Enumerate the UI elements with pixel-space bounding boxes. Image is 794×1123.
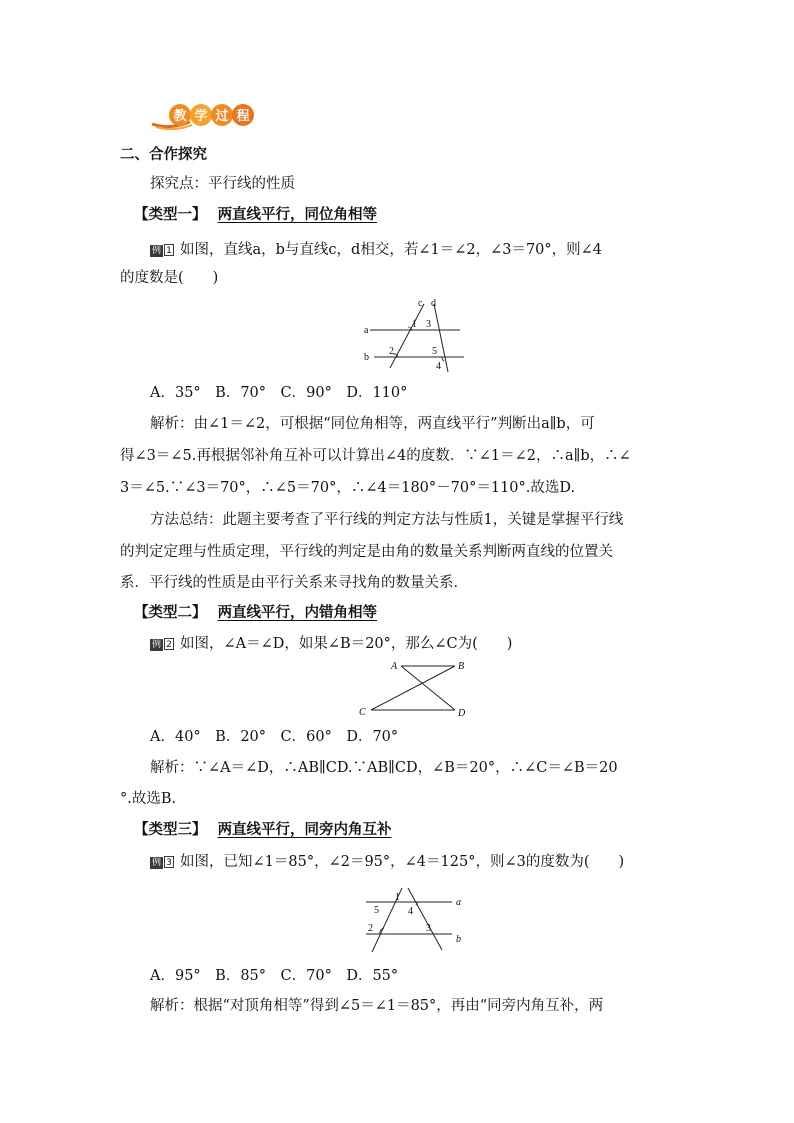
label-angle-2: 2 xyxy=(389,346,394,357)
type1-bracket: 【类型一】 xyxy=(134,207,207,223)
label-angle-1: 1 xyxy=(395,892,400,903)
example1-question-text: 如图，直线a，b与直线c，d相交，若∠1＝∠2，∠3＝70°，则∠4 xyxy=(180,242,603,258)
example-number: 3 xyxy=(164,856,174,868)
example3-question xyxy=(150,852,624,872)
badge-char: 教 xyxy=(173,109,187,124)
transversal-right xyxy=(408,888,442,950)
example2-analysis-line1: 解析：∵∠A＝∠D，∴AB∥CD.∵AB∥CD，∠B＝20°，∴∠C＝∠B＝20 xyxy=(150,760,618,776)
example3-analysis-line1: 解析：根据“对顶角相等”得到∠5＝∠1＝85°，再由“同旁内角互补，两 xyxy=(150,998,604,1014)
type3-heading xyxy=(134,820,392,840)
label-B: B xyxy=(458,661,465,672)
example1-question-line2: 的度数是( ) xyxy=(120,270,219,286)
label-angle-1: 1 xyxy=(412,319,417,330)
label-c: c xyxy=(418,298,423,309)
line-c xyxy=(390,304,424,368)
badge-char: 程 xyxy=(236,109,250,124)
section-title: 二、合作探究 xyxy=(120,147,207,163)
label-b: b xyxy=(364,352,369,363)
type1-heading xyxy=(134,205,377,225)
figure-1 xyxy=(360,296,470,376)
example2-options: A．40° B．20° C．60° D．70° xyxy=(150,729,399,745)
type2-title: 两直线平行，内错角相等 xyxy=(217,605,378,621)
type2-heading xyxy=(134,603,377,623)
example-tag: 例 xyxy=(151,858,161,868)
badge-char: 过 xyxy=(215,109,229,124)
example1-analysis-line2: 得∠3＝∠5.再根据邻补角互补可以计算出∠4的度数．∵∠1＝∠2，∴a∥b，∴∠ xyxy=(120,448,631,464)
example2-question xyxy=(150,634,512,654)
example1-analysis-line3: 3＝∠5.∵∠3＝70°，∴∠5＝70°，∴∠4＝180°－70°＝110°.故选D. xyxy=(120,480,576,496)
example1-options: A．35° B．70° C．90° D．110° xyxy=(150,385,408,401)
label-d: d xyxy=(431,298,436,309)
example3-question-text: 如图，已知∠1＝85°，∠2＝95°，∠4＝125°，则∠3的度数为( ) xyxy=(180,854,625,870)
example-number: 2 xyxy=(164,638,174,650)
example2-analysis-line2: °.故选B. xyxy=(120,791,177,807)
type1-title: 两直线平行，同位角相等 xyxy=(217,207,378,223)
label-angle-4: 4 xyxy=(436,361,441,372)
type3-bracket: 【类型三】 xyxy=(134,822,207,838)
example1-summary-line1: 方法总结：此题主要考查了平行线的判定方法与性质1，关键是掌握平行线 xyxy=(150,512,624,528)
label-a: a xyxy=(364,325,369,336)
badge-char: 学 xyxy=(194,109,208,124)
segment-bc xyxy=(371,666,455,710)
type2-bracket: 【类型二】 xyxy=(134,605,207,621)
example2-question-text: 如图，∠A＝∠D，如果∠B＝20°，那么∠C为( ) xyxy=(180,636,513,652)
label-angle-5: 5 xyxy=(432,346,437,357)
example1-analysis-line1: 解析：由∠1＝∠2，可根据“同位角相等，两直线平行”判断出a∥b，可 xyxy=(150,416,595,432)
label-A: A xyxy=(391,661,398,672)
label-angle-2: 2 xyxy=(368,923,373,934)
segment-ad xyxy=(401,666,455,710)
example-tag: 例 xyxy=(151,246,161,256)
label-D: D xyxy=(458,708,466,719)
example3-options: A．95° B．85° C．70° D．55° xyxy=(150,968,399,984)
type3-title: 两直线平行，同旁内角互补 xyxy=(217,822,392,838)
figure-3 xyxy=(360,884,470,956)
figure-2 xyxy=(355,656,475,720)
label-angle-3: 3 xyxy=(426,319,431,330)
label-b: b xyxy=(456,934,461,945)
example1-summary-line2: 的判定定理与性质定理，平行线的判定是由角的数量关系判断两直线的位置关 xyxy=(120,544,613,560)
label-angle-5: 5 xyxy=(374,905,379,916)
example1-summary-line3: 系．平行线的性质是由平行关系来寻找角的数量关系． xyxy=(120,575,468,591)
example-tag: 例 xyxy=(151,640,161,650)
topic-heading: 探究点：平行线的性质 xyxy=(150,176,295,192)
label-a: a xyxy=(456,897,461,908)
example1-question-line1 xyxy=(150,240,602,260)
label-angle-4: 4 xyxy=(408,906,413,917)
section-header-badge xyxy=(150,100,260,132)
label-C: C xyxy=(359,707,366,718)
example-number: 1 xyxy=(164,244,174,256)
label-angle-3: 3 xyxy=(426,923,431,934)
